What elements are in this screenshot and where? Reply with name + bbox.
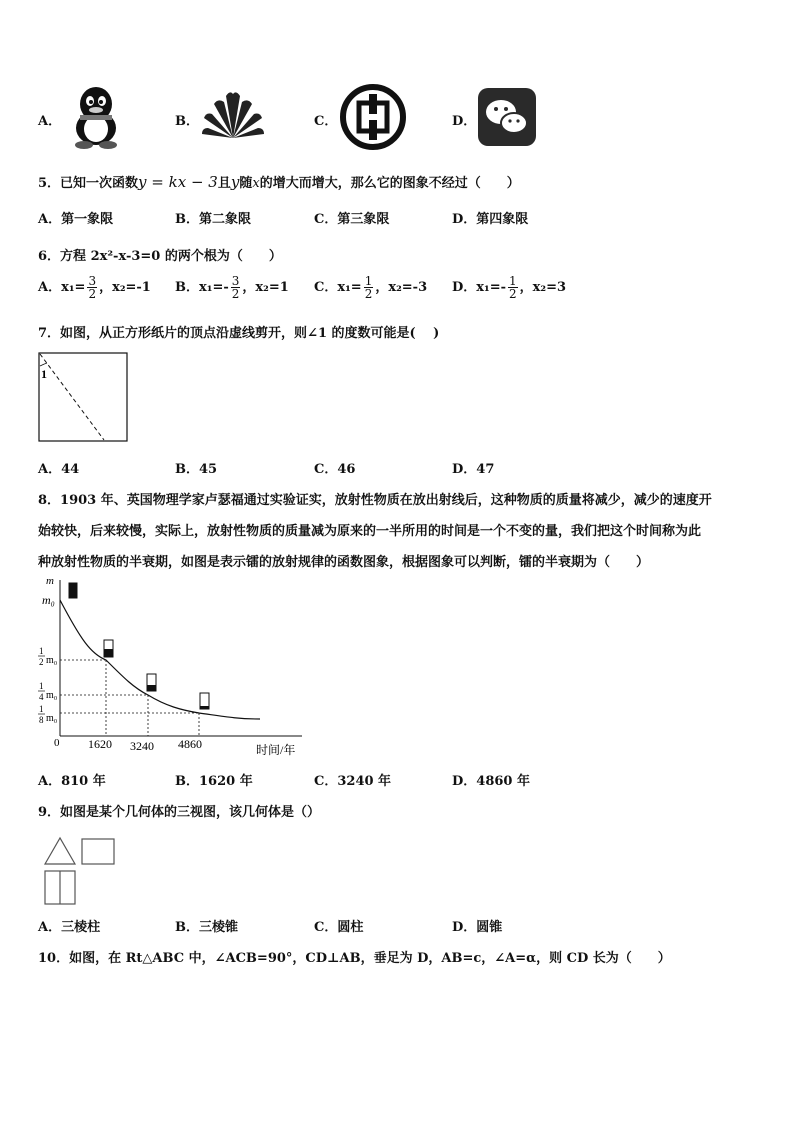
q9-stem: 9．如图是某个几何体的三视图，该几何体是（） <box>38 805 321 820</box>
q5-mid2: 随 <box>239 176 253 191</box>
q6-d-num: 1 <box>509 274 517 288</box>
q4-option-c-label: C． <box>314 114 338 129</box>
q8-x-axis-label: 时间/年 <box>256 743 296 757</box>
q6-c-letter: C． <box>314 280 338 295</box>
q8-line-3: 种放射性物质的半衰期，如图是表示镭的放射规律的函数图象，根据图象可以判断，镭的半衰期为（ ） <box>38 555 650 570</box>
q6-a-den: 2 <box>88 287 97 301</box>
q4-option-d-label: D． <box>452 114 477 129</box>
penguin-logo-icon <box>62 82 130 154</box>
q6-option-b <box>175 275 289 300</box>
q9-option-d: D．圆锥 <box>452 920 503 935</box>
q8-quarter-m0: m₀ <box>46 690 58 701</box>
q9-three-views-figure <box>40 834 120 912</box>
q8-y-axis-label: m <box>46 575 54 587</box>
q8-option-a: A．810 年 <box>38 774 106 789</box>
q5-suffix: 的增大而增大，那么它的图象不经过（ ） <box>259 176 520 191</box>
q5-var-y: y <box>230 173 240 191</box>
q8-m0-label: m₀ <box>42 593 55 607</box>
q5-option-d: D．第四象限 <box>452 212 529 227</box>
q8-origin-label: 0 <box>54 737 60 749</box>
q6-c-x2: ，x₂=-3 <box>375 280 428 295</box>
q6-c-num: 1 <box>364 274 373 288</box>
q5-option-c: C．第三象限 <box>314 212 390 227</box>
q5-var-x: x <box>252 176 260 191</box>
q8-line-1: 8．1903 年、英国物理学家卢瑟福通过实验证实，放射性物质在放出射线后，这种物质的质量将减少，减少的速度开 <box>38 493 712 508</box>
q8-option-b: B．1620 年 <box>175 774 253 789</box>
q10-stem: 10．如图，在 Rt△ABC 中，∠ACB=90°，CD⊥AB，垂足为 D，AB=c，∠A=α，则 CD 长为（ ） <box>38 951 671 966</box>
q8-eighth-num: 1 <box>39 704 44 714</box>
q7-angle-label: 1 <box>41 367 47 381</box>
q7-option-d: D．47 <box>452 462 495 477</box>
q6-option-c <box>314 275 427 300</box>
q8-x-tick-2: 3240 <box>130 739 154 753</box>
huawei-logo-icon <box>200 88 266 148</box>
q8-option-c: C．3240 年 <box>314 774 392 789</box>
q6-option-a <box>38 275 151 300</box>
q6-d-x1: x₁=- <box>476 280 507 295</box>
q8-option-d: D．4860 年 <box>452 774 530 789</box>
q5-option-a: A．第一象限 <box>38 212 114 227</box>
q6-d-letter: D． <box>452 280 477 295</box>
q6-c-x1: x₁= <box>337 280 362 295</box>
q4-option-a-label: A． <box>38 114 62 129</box>
q6-a-letter: A． <box>38 280 62 295</box>
q6-d-x2: ，x₂=3 <box>519 280 567 295</box>
q6-a-fraction <box>87 275 97 300</box>
q8-x-tick-1: 1620 <box>88 737 112 751</box>
q5-stem <box>38 172 520 191</box>
q6-b-num: 3 <box>231 274 240 288</box>
q6-b-letter: B． <box>175 280 199 295</box>
q8-quarter-num: 1 <box>39 681 44 691</box>
q6-b-x1: x₁=- <box>199 280 229 295</box>
q6-a-num: 3 <box>88 274 97 288</box>
q7-option-c: C．46 <box>314 462 356 477</box>
q5-formula: y = kx − 3 <box>138 173 218 191</box>
q9-option-c: C．圆柱 <box>314 920 364 935</box>
q9-option-a: A．三棱柱 <box>38 920 101 935</box>
q6-c-fraction <box>364 275 374 300</box>
q6-a-x1: x₁= <box>61 280 86 295</box>
q7-option-b: B．45 <box>175 462 218 477</box>
q6-b-x2: ，x₂=1 <box>242 280 289 295</box>
q6-a-x2: ，x₂=-1 <box>99 280 151 295</box>
q8-eighth-den: 8 <box>39 715 44 725</box>
q9-option-b: B．三棱锥 <box>175 920 238 935</box>
icbc-logo-icon <box>340 84 406 154</box>
q5-mid1: 且 <box>217 176 231 191</box>
q5-option-b: B．第二象限 <box>175 212 251 227</box>
q6-c-den: 2 <box>364 287 373 301</box>
q8-line-2: 始较快，后来较慢，实际上，放射性物质的质量减为原来的一半所用的时间是一个不变的量，我们把这个时间称为此 <box>38 524 702 539</box>
q7-stem: 7．如图，从正方形纸片的顶点沿虚线剪开，则∠1 的度数可能是( ) <box>38 326 440 341</box>
q7-square-figure <box>38 352 130 448</box>
q6-option-d <box>452 275 566 300</box>
q6-d-fraction <box>508 275 518 300</box>
q8-half-m0: m₀ <box>46 655 58 666</box>
q8-half-num: 1 <box>39 646 44 656</box>
q5-prefix: 5．已知一次函数 <box>38 176 139 191</box>
q8-x-tick-3: 4860 <box>178 737 202 751</box>
wechat-logo-icon <box>478 88 536 150</box>
q8-half-den: 2 <box>39 657 44 667</box>
q8-quarter-den: 4 <box>39 692 44 702</box>
q6-d-den: 2 <box>509 287 517 301</box>
q6-b-den: 2 <box>231 287 240 301</box>
q4-option-b-label: B． <box>175 114 199 129</box>
q8-decay-graph <box>36 574 306 766</box>
q6-stem: 6．方程 2x²-x-3=0 的两个根为（ ） <box>38 249 282 264</box>
q6-b-fraction <box>231 275 241 300</box>
q8-eighth-m0: m₀ <box>46 713 58 724</box>
q7-option-a: A．44 <box>38 462 80 477</box>
